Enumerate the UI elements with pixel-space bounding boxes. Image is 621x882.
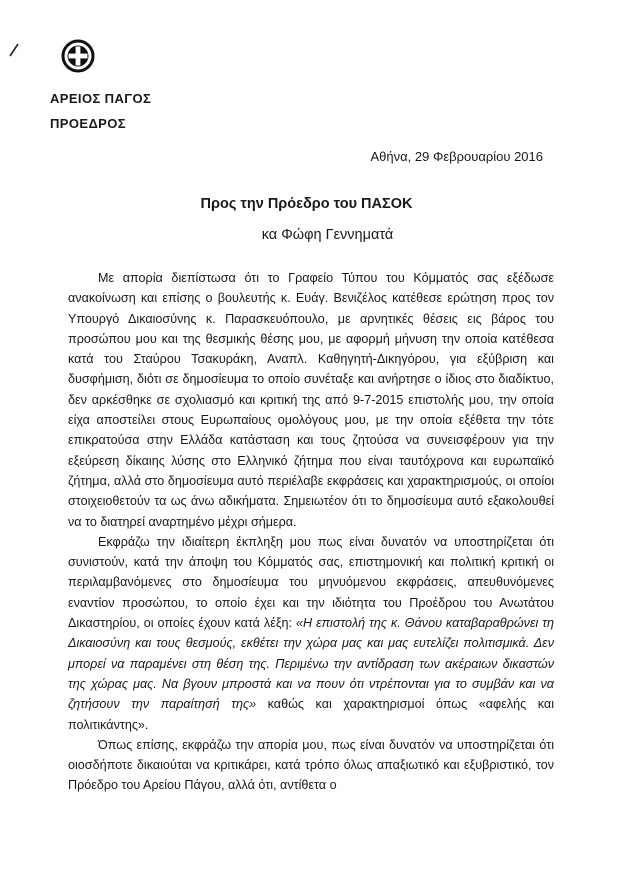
paragraph-3: Όπως επίσης, εκφράζω την απορία μου, πως είναι δυνατόν να υποστηρίζεται ότι οιοσδήποτε δικαιούται να κριτικάρει, κατά τρόπο όλως απαξιωτικό και εξυβριστικό, τον Πρόεδρο του Αρείου Πάγου, αλλά ότι, αντίθετα ο — [68, 737, 554, 793]
addressee-name: κα Φώφη Γεννηματά — [261, 227, 394, 243]
letter-body — [68, 268, 554, 796]
addressee-block — [0, 193, 621, 246]
scan-mark — [8, 40, 22, 58]
paragraph-2-start: Εκφράζω την ιδιαίτερη έκπληξη μου πως είναι δυνατόν να υποστηρίζεται ότι συνιστούν, κατά την άποψη του Κόμματός σας, επιστημονική και πολιτική κριτική οι περιλαμβανόμενες στο δημοσίευμα του μηνυόμενου εκφράσεις, απευθυνόμενες εναντίον προσώπου, το οποίο έχει και την ιδιότητα του Προέδρου του Ανωτάτου Δικαστηρίου, οι οποίες έχουν κατά λέξη: — [68, 534, 554, 631]
paragraph-2-end: καθώς και χαρακτηρισμοί όπως «αφελής και πολιτικάντης». — [68, 697, 554, 732]
paragraph-1: Με απορία διεπίστωσα ότι το Γραφείο Τύπου του Κόμματός σας εξέδωσε ανακοίνωση και επίσης ο βουλευτής κ. Ευάγ. Βενιζέλος κατέθεσε ερώτηση προς τον Υπουργό Δικαιοσύνης κ. Παρασκευόπουλο, με αρνητικές θέσεις εις βάρος του προσώπου μου και της θεσμικής θέσης μου, με αφορμή μήνυση την οποία κατέθεσα κατά του Σταύρου Τσακυράκη, Αναπλ. Καθηγητή-Δικηγόρου, για εξύβριση και δυσφήμιση, διότι σε δημοσίευμα το οποίο συνέταξε και ανήρτησε ο ίδιος στο διαδίκτυο, δεν αρκέσθηκε σε σχολιασμό και κριτική της από 9-7-2015 επιστολής μου, την οποία είχα αποστείλει στους Ευρωπαίους ομολόγους μου, με την οποία εξέθετα την τότε επικρατούσα στην Ελλάδα κατάσταση και τους ζητούσα να συνεισφέρουν για την εξεύρεση δίκαιης λύσης στο Ελληνικό ζήτημα που είναι ταυτόχρονα και ευρωπαϊκό ζήτημα, αλλά στο δημοσίευμα αυτό περιέλαβε εκφράσεις και χαρακτηρισμούς, οι οποίοι στοιχειοθετούν τα ως άνω αδικήματα. Σημειωτέον ότι το δημοσίευμα αυτό εξακολουθεί να το διατηρεί αναρτημένο μέχρι σήμερα. — [68, 271, 554, 529]
court-name: ΑΡΕΙΟΣ ΠΑΓΟΣ — [50, 91, 152, 106]
addressee-title: Προς την Πρόεδρο του ΠΑΣΟΚ — [200, 196, 413, 212]
page-bottom-margin — [0, 848, 621, 882]
paragraph-2-quote: «Η επιστολή της κ. Θάνου καταβαραθρώνει τη Δικαιοσύνη και τους θεσμούς, εκθέτει την χώρα μας και μας ευτελίζει πολιτισμικά. Δεν μπορεί να παραμένει στη θέση της. Περιμένω την αντίδραση των ακέραιων δικαστών της χώρας μας. Να βγουν μπροστά και να πουν ότι ντρέπονται για το συμβάν και να ζητήσουν την παραίτησή της» — [68, 616, 554, 712]
office-title: ΠΡΟΕΔΡΟΣ — [50, 116, 126, 131]
letter-date: Αθήνα, 29 Φεβρουαρίου 2016 — [370, 149, 543, 164]
letterhead — [50, 88, 151, 135]
greek-coat-of-arms-icon — [60, 38, 96, 74]
paragraph-2 — [68, 532, 554, 735]
